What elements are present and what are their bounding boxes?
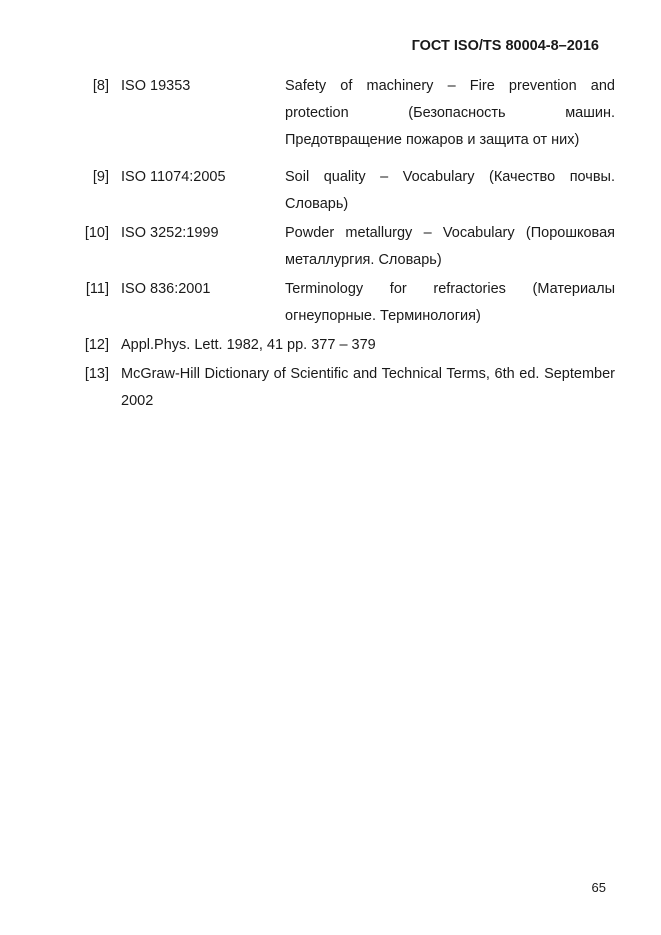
entry-standard-code: ISO 836:2001 xyxy=(121,281,211,297)
entry-title: Soil quality – Vocabulary (Качество почвы. Словарь) xyxy=(285,169,615,212)
entry-standard-code: ISO 19353 xyxy=(121,78,191,94)
entry-number: [9] xyxy=(92,169,109,185)
entry-title: Terminology for refractories (Материалы огнеупорные. Терминология) xyxy=(285,281,615,324)
entry-text: Appl.Phys. Lett. 1982, 41 pp. 377 – 379 xyxy=(121,337,376,353)
entry-number: [10] xyxy=(84,225,109,241)
bibliography-list xyxy=(75,73,615,417)
entry-number: [13] xyxy=(84,366,109,382)
bibliography-entry xyxy=(75,164,615,218)
entry-text: McGraw-Hill Dictionary of Scientific and Technical Terms, 6th ed. September 2002 xyxy=(121,366,615,409)
bibliography-entry xyxy=(75,73,615,157)
entry-number: [11] xyxy=(85,281,109,297)
bibliography-entry xyxy=(75,361,615,415)
bibliography-entry xyxy=(75,276,615,330)
entry-number: [12] xyxy=(84,337,109,353)
bibliography-entry xyxy=(75,220,615,274)
entry-title: Safety of machinery – Fire prevention and protection (Безопасность машин. Предотвращение пожаров и защита от них) xyxy=(285,78,615,148)
entry-title: Powder metallurgy – Vocabulary (Порошковая металлургия. Словарь) xyxy=(285,225,615,268)
document-code-header: ГОСТ ISO/TS 80004-8–2016 xyxy=(411,38,599,54)
page-number: 65 xyxy=(591,880,606,895)
entry-standard-code: ISO 11074:2005 xyxy=(121,169,226,185)
entry-standard-code: ISO 3252:1999 xyxy=(121,225,219,241)
entry-number: [8] xyxy=(92,78,109,94)
bibliography-entry xyxy=(75,332,615,359)
